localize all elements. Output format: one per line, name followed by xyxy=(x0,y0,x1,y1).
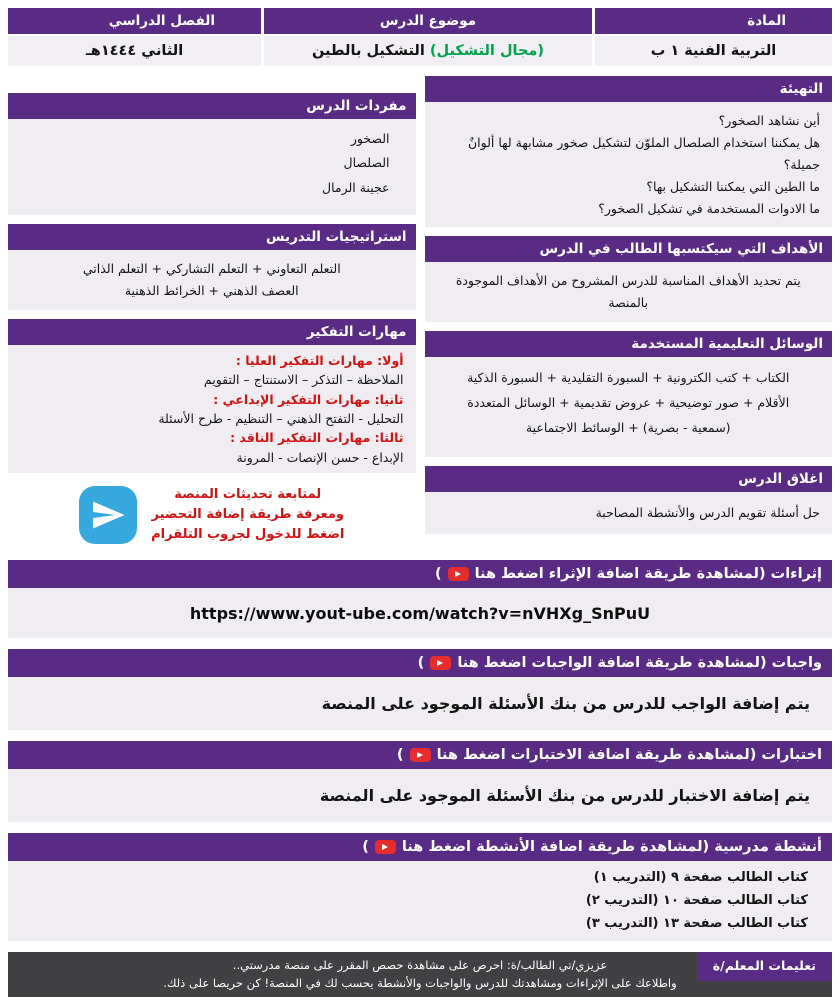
homework-section xyxy=(8,649,832,730)
tests-body xyxy=(8,769,832,822)
top-info-table xyxy=(8,8,832,66)
section-teaching-media xyxy=(425,331,833,457)
vocab-body xyxy=(8,119,416,215)
teacher-instructions-line: واطلاعك على الإثراءات ومشاهدتك للدرس والواجبات والأنشطة يحسب لك في المنصة! كن حريصا على ذلك. xyxy=(163,976,677,991)
thinking-header: مهارات التفكير xyxy=(8,319,416,345)
tests-title: اختبارات (لمشاهدة طريقة اضافة الاختبارات اضغط هنا xyxy=(436,747,822,763)
hook-body xyxy=(425,102,833,227)
thinking-detail: الإبداع - حسن الإنصات - المرونة xyxy=(236,449,404,465)
hook-header: التهيئة xyxy=(425,76,833,102)
goals-body xyxy=(425,262,833,322)
media-header: الوسائل التعليمية المستخدمة xyxy=(425,331,833,357)
activity-item: كتاب الطالب صفحة ١٠ (التدريب ٢) xyxy=(585,892,808,908)
subject-value: التربية الفنية ١ ب xyxy=(595,36,832,66)
media-line: (سمعية - بصرية) + الوسائط الاجتماعية xyxy=(525,420,731,436)
enrichments-header-link[interactable] xyxy=(8,560,832,588)
thinking-category: ثانيا: مهارات التفكير الإبداعي : xyxy=(213,391,404,407)
enrichments-section xyxy=(8,560,832,638)
homework-header-link[interactable] xyxy=(8,649,832,677)
youtube-icon xyxy=(375,840,396,854)
subject-column xyxy=(595,8,832,66)
enrichment-url-link[interactable]: https://www.yout-ube.com/watch?v=nVHXg_SnPuU xyxy=(189,603,651,623)
closing-header: اغلاق الدرس xyxy=(425,466,833,492)
strategy-line: التعلم التعاوني + التعلم التشاركي + التعلم الذاتي xyxy=(82,261,341,276)
term-value: الثاني ١٤٤٤هـ xyxy=(8,36,261,66)
thinking-detail: التحليل - التفتح الذهني – التنظيم - طرح الأسئلة xyxy=(158,410,404,426)
topic-title: التشكيل بالطين xyxy=(311,43,425,59)
goals-header: الأهداف التي سيكتسبها الطالب في الدرس xyxy=(425,236,833,262)
vocab-item: الصلصال xyxy=(343,155,390,171)
hook-question: ما الادوات المستخدمة في تشكيل الصخور؟ xyxy=(598,200,820,216)
vocab-item: الصخور xyxy=(350,131,390,146)
media-line: الأقلام + صور توضيحية + عروض تقديمية + الوسائل المتعددة xyxy=(467,395,790,411)
section-lesson-closing xyxy=(425,466,833,534)
teacher-instructions xyxy=(8,952,832,997)
strategies-header: استراتيجيات التدريس xyxy=(8,224,416,250)
youtube-icon xyxy=(410,748,431,762)
enrichments-title: إثراءات (لمشاهدة طريقة اضافة الإثراء اضغط هنا xyxy=(474,566,822,582)
activities-title: أنشطة مدرسية (لمشاهدة طريقة اضافة الأنشطة اضغط هنا xyxy=(401,839,822,855)
homework-body xyxy=(8,677,832,730)
media-body xyxy=(425,357,833,457)
telegram-link-block[interactable] xyxy=(8,482,416,548)
left-column xyxy=(8,76,416,548)
activities-title-close: ) xyxy=(362,839,369,855)
closing-body xyxy=(425,492,833,534)
thinking-detail: الملاحظة – التذكر – الاستنتاج – التقويم xyxy=(203,372,404,388)
strategies-body xyxy=(8,250,416,310)
enrichments-title-close: ) xyxy=(434,566,442,582)
teacher-instructions-label: تعليمات المعلم/ة xyxy=(697,952,832,980)
telegram-icon[interactable] xyxy=(79,486,137,544)
term-header: الفصل الدراسي xyxy=(8,8,261,34)
telegram-line[interactable]: ومعرفة طريقة إضافة التحضير xyxy=(151,506,344,522)
goals-text: يتم تحديد الأهداف المناسبة للدرس المشروح من الأهداف الموجودة بالمنصة xyxy=(455,273,801,311)
hook-question: هل يمكننا استخدام الصلصال الملوّن لتشكيل صخور مشابهة لها ألوانٌ جميلة؟ xyxy=(467,134,820,172)
topic-domain: (مجال التشكيل) xyxy=(429,43,545,59)
section-strategies xyxy=(8,224,416,310)
topic-header: موضوع الدرس xyxy=(264,8,592,34)
homework-text: يتم إضافة الواجب للدرس من بنك الأسئلة الموجود على المنصة xyxy=(321,694,810,713)
activity-item: كتاب الطالب صفحة ٩ (التدريب ١) xyxy=(593,870,808,885)
thinking-category: ثالثا: مهارات التفكير الناقد : xyxy=(230,430,404,446)
tests-section xyxy=(8,741,832,822)
tests-header-link[interactable] xyxy=(8,741,832,769)
vocab-item: عجينة الرمال xyxy=(321,179,390,195)
homework-title: واجبات (لمشاهدة طريقة اضافة الواجبات اضغط هنا xyxy=(457,655,822,671)
activity-item: كتاب الطالب صفحة ١٣ (التدريب ٣) xyxy=(585,915,808,931)
section-vocabulary xyxy=(8,93,416,215)
section-goals xyxy=(425,236,833,322)
right-column xyxy=(425,76,833,548)
strategy-line: العصف الذهني + الخرائط الذهنية xyxy=(124,282,299,298)
telegram-text[interactable] xyxy=(151,485,344,545)
media-line: الكتاب + كتب الكترونية + السبورة التقليدية + السبورة الذكية xyxy=(467,370,790,386)
section-hook xyxy=(425,76,833,227)
columns-area xyxy=(8,76,832,548)
teacher-instructions-line: عزيزي/تي الطالب/ة: احرص على مشاهدة حصص المقرر على منصة مدرستي.. xyxy=(232,958,608,973)
topic-value xyxy=(264,36,592,66)
telegram-line[interactable]: اضغط للدخول لجروب التلقرام xyxy=(151,527,345,543)
closing-text: حل أسئلة تقويم الدرس والأنشطة المصاحبة xyxy=(595,505,820,521)
thinking-body xyxy=(8,345,416,473)
activities-section xyxy=(8,833,832,941)
youtube-icon xyxy=(430,656,451,670)
subject-header: المادة xyxy=(595,8,832,34)
tests-text: يتم إضافة الاختبار للدرس من بنك الأسئلة الموجود على المنصة xyxy=(319,786,810,805)
hook-question: ما الطين التي يمكننا التشكيل بها؟ xyxy=(646,178,820,194)
tests-title-close: ) xyxy=(396,747,404,763)
telegram-line[interactable]: لمتابعة تحديثات المنصة xyxy=(174,486,322,502)
thinking-category: أولا: مهارات التفكير العليا : xyxy=(235,352,404,368)
activities-header-link[interactable] xyxy=(8,833,832,861)
youtube-icon xyxy=(448,567,469,581)
enrichments-body xyxy=(8,588,832,638)
topic-column xyxy=(264,8,592,66)
vocab-header: مفردات الدرس xyxy=(8,93,416,119)
hook-question: أين نشاهد الصخور؟ xyxy=(718,113,820,128)
section-thinking-skills xyxy=(8,319,416,473)
activities-body xyxy=(8,861,832,941)
term-column xyxy=(8,8,261,66)
homework-title-close: ) xyxy=(417,655,425,671)
